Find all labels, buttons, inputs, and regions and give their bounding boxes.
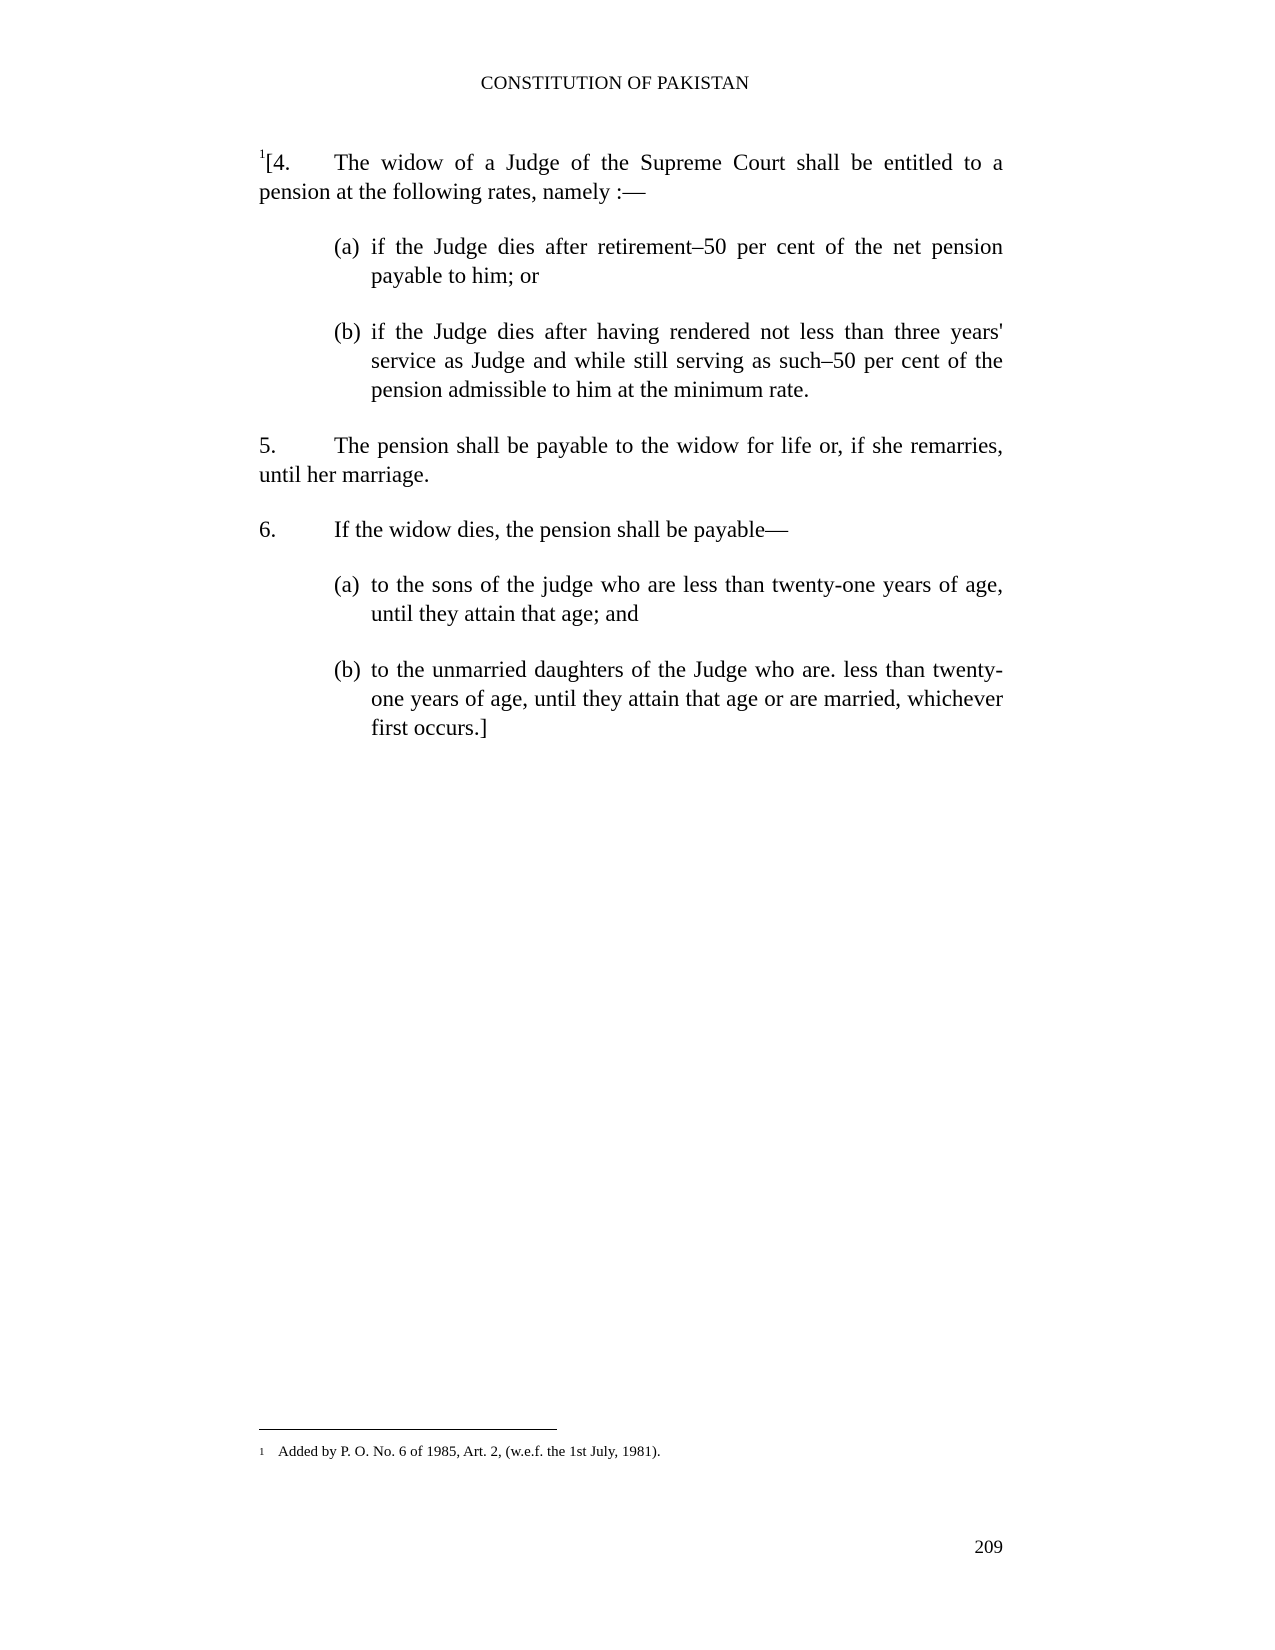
clause-item (334, 232, 1003, 290)
clause-text: to the unmarried daughters of the Judge who are. less than twenty-one years of age, until they attain that age or are married, whichever first occurs.] (371, 657, 1003, 740)
paragraph-number (259, 148, 334, 177)
clause-text: to the sons of the judge who are less than twenty-one years of age, until they attain that age; and (371, 572, 1003, 626)
clause-item (334, 655, 1003, 742)
paragraph-4 (259, 148, 1003, 206)
clause-label: (a) (334, 234, 360, 259)
paragraph-text: The pension shall be payable to the widow for life or, if she remarries, until her marriage. (259, 433, 1003, 487)
body-text (259, 148, 1003, 769)
clause-item (334, 570, 1003, 628)
paragraph-number: 6. (259, 517, 277, 542)
footnote (259, 1443, 661, 1461)
paragraph-number-text: [4. (265, 150, 291, 175)
clause-label: (b) (334, 657, 361, 682)
footnote-text: Added by P. O. No. 6 of 1985, Art. 2, (w.e.f. the 1st July, 1981). (278, 1444, 661, 1460)
clause-item (334, 317, 1003, 404)
clause-label: (b) (334, 319, 361, 344)
page-number: 209 (974, 1537, 1003, 1558)
footnote-separator (259, 1429, 557, 1430)
running-header: CONSTITUTION OF PAKISTAN (480, 73, 750, 94)
clause-label: (a) (334, 572, 360, 597)
paragraph-number: 5. (259, 433, 277, 458)
paragraph-6 (259, 515, 1003, 544)
paragraph-5 (259, 431, 1003, 489)
clause-text: if the Judge dies after retirement–50 per cent of the net pension payable to him; or (371, 234, 1003, 288)
paragraph-text: If the widow dies, the pension shall be payable— (334, 517, 789, 542)
paragraph-text: The widow of a Judge of the Supreme Court shall be entitled to a pension at the following rates, namely :— (259, 150, 1003, 204)
footnote-reference: 1 (259, 146, 266, 161)
clause-text: if the Judge dies after having rendered not less than three years' service as Judge and while still serving as such–50 per cent of the pension admissible to him at the minimum rate. (371, 319, 1003, 402)
footnote-marker: 1 (259, 1446, 265, 1458)
